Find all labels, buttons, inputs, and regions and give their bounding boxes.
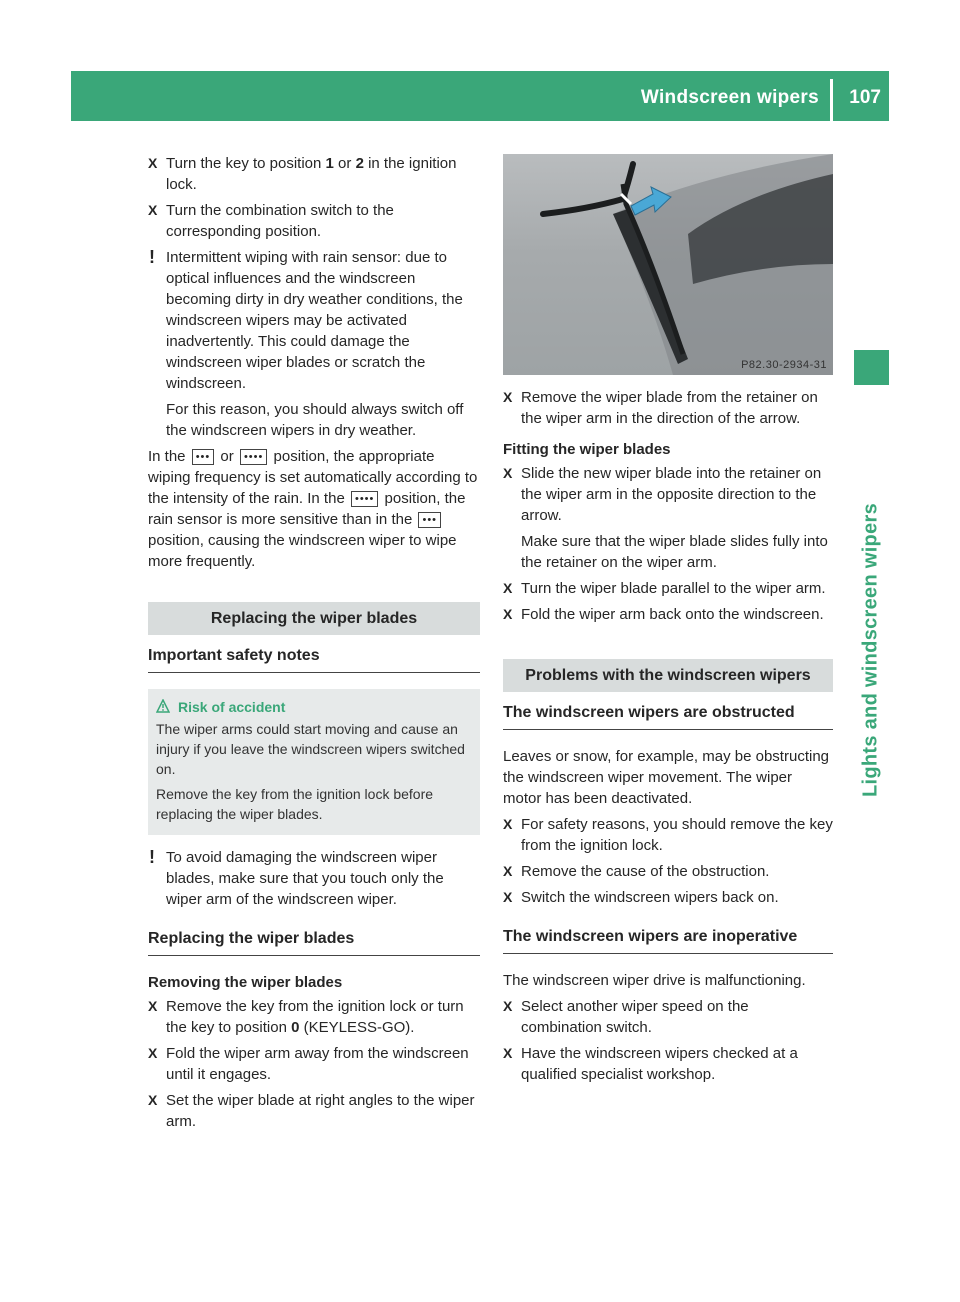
step-marker-icon: X <box>148 1092 158 1108</box>
instruction-step: X Fold the wiper arm away from the windscreen until it engages. <box>148 1045 469 1083</box>
instruction-step: X Slide the new wiper blade into the retainer on the wiper arm in the opposite direction to the arrow. Make sure that the wiper blade slides fully into the retainer on the wiper arm. <box>503 465 828 571</box>
subsection-heading: Important safety notes <box>148 645 480 673</box>
step-marker-icon: X <box>503 998 513 1014</box>
step-marker-icon: X <box>503 580 513 596</box>
exclamation-icon: ! <box>149 247 155 267</box>
wiper-illustration <box>503 154 833 375</box>
procedure-heading: Removing the wiper blades <box>148 974 343 991</box>
warning-box: Risk of accident The wiper arms could start moving and cause an injury if you leave the windscreen wipers switched on. Remove the key from the ignition lock before replacing the wiper blades. <box>148 689 480 835</box>
step-marker-icon: X <box>503 389 513 405</box>
instruction-step: X Switch the windscreen wipers back on. <box>503 889 779 906</box>
step-marker-icon: X <box>148 1045 158 1061</box>
subsection-heading: The windscreen wipers are inoperative <box>503 926 833 954</box>
step-marker-icon: X <box>503 1045 513 1061</box>
step-marker-icon: X <box>503 816 513 832</box>
left-column <box>148 153 480 1137</box>
step-marker-icon: X <box>503 889 513 905</box>
rain-sensor-paragraph: In the ••• or •••• position, the appropriate wiping frequency is set automatically according to the intensity of the rain. In the •••• position, the rain sensor is more sensitive than in the ••• position, causing the windscreen wiper to wipe more frequently. <box>148 448 478 570</box>
step-marker-icon: X <box>503 606 513 622</box>
step-marker-icon: X <box>148 202 158 218</box>
section-heading: Problems with the windscreen wipers <box>503 659 833 692</box>
instruction-step: X Fold the wiper arm back onto the windscreen. <box>503 606 824 623</box>
wiper-switch-symbol: •••• <box>351 491 378 507</box>
side-tab-label: Lights and windscreen wipers <box>859 502 882 798</box>
instruction-step: X Set the wiper blade at right angles to the wiper arm. <box>148 1092 475 1130</box>
figure-code: P82.30-2934-31 <box>741 359 827 371</box>
exclamation-icon: ! <box>149 847 155 867</box>
instruction-step: X Turn the combination switch to the corresponding position. <box>148 202 394 240</box>
instruction-step: X Turn the key to position 1 or 2 in the ignition lock. <box>148 155 457 193</box>
inoperative-paragraph: The windscreen wiper drive is malfunctioning. <box>503 972 806 989</box>
instruction-step: X Turn the wiper blade parallel to the wiper arm. <box>503 580 826 597</box>
warning-triangle-icon <box>156 699 170 713</box>
header-title: Windscreen wipers <box>640 87 819 108</box>
header-divider <box>830 79 833 121</box>
side-tab-marker <box>854 350 889 385</box>
procedure-heading: Fitting the wiper blades <box>503 441 671 458</box>
instruction-step: X Remove the cause of the obstruction. <box>503 863 770 880</box>
step-marker-icon: X <box>148 998 158 1014</box>
subsection-heading: The windscreen wipers are obstructed <box>503 702 833 730</box>
warning-title: Risk of accident <box>178 699 286 715</box>
subsection-heading: Replacing the wiper blades <box>148 928 480 956</box>
instruction-step: X Select another wiper speed on the combination switch. <box>503 998 749 1036</box>
right-column <box>503 387 833 1090</box>
step-marker-icon: X <box>503 465 513 481</box>
page-number: 107 <box>849 87 881 108</box>
wiper-figure <box>503 154 833 375</box>
section-heading: Replacing the wiper blades <box>148 602 480 635</box>
step-marker-icon: X <box>503 863 513 879</box>
obstructed-paragraph: Leaves or snow, for example, may be obstructing the windscreen wiper movement. The wiper motor has been deactivated. <box>503 748 830 807</box>
instruction-step: X Remove the wiper blade from the retainer on the wiper arm in the direction of the arrow. <box>503 389 818 427</box>
caution-note: ! To avoid damaging the windscreen wiper blades, make sure that you touch only the wiper arm of the windscreen wiper. <box>149 847 444 908</box>
wiper-switch-symbol: ••• <box>418 512 441 528</box>
caution-note: ! Intermittent wiping with rain sensor: due to optical influences and the windscreen becoming dirty in dry weather conditions, the windscreen wipers may be activated inadvertently. This could damage the windscreen wiper blades or scratch the windscreen. For this reason, you should always switch off the windscreen wipers in dry weather. <box>149 247 464 439</box>
instruction-step: X Have the windscreen wipers checked at a qualified specialist workshop. <box>503 1045 798 1083</box>
wiper-switch-symbol: •••• <box>240 449 267 465</box>
page-header <box>71 71 889 121</box>
instruction-step: X Remove the key from the ignition lock or turn the key to position 0 (KEYLESS-GO). <box>148 998 464 1036</box>
step-marker-icon: X <box>148 155 158 171</box>
instruction-step: X For safety reasons, you should remove the key from the ignition lock. <box>503 816 833 854</box>
wiper-switch-symbol: ••• <box>192 449 215 465</box>
